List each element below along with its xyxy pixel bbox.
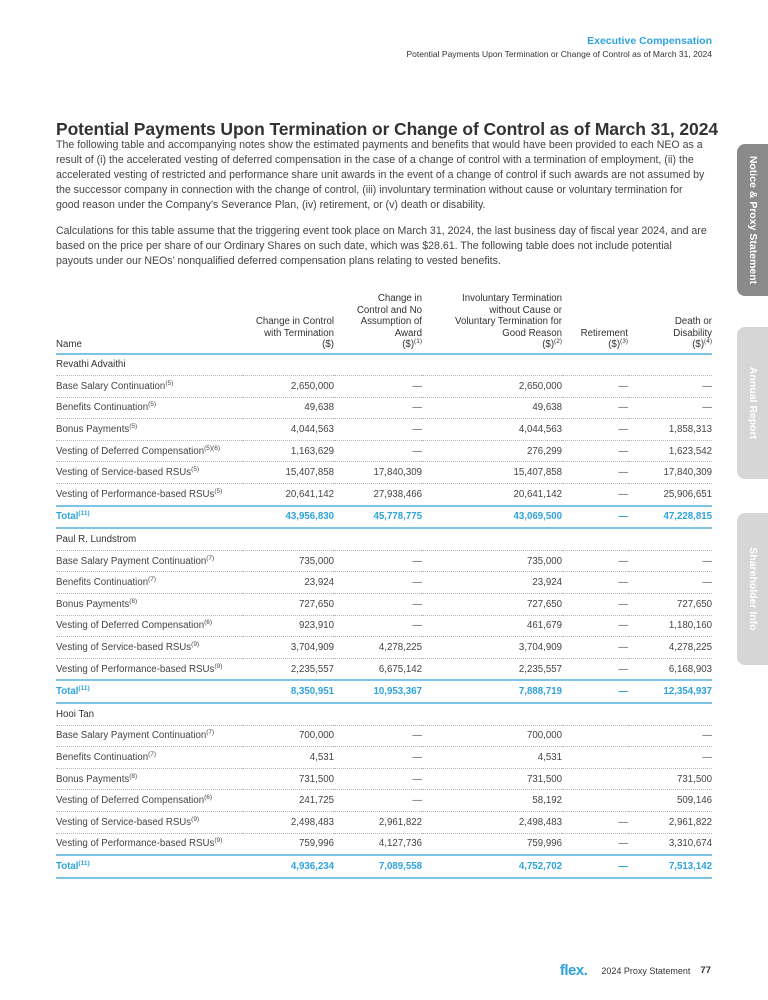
cell-death-or-disability: 7,513,142 <box>628 855 712 878</box>
row-label <box>56 811 242 833</box>
cell-change-in-control-with-termination: 4,044,563 <box>242 419 334 441</box>
header-involuntary-termination <box>422 293 562 354</box>
row-label-text: Vesting of Deferred Compensation <box>56 795 205 807</box>
person-name: Revathi Advaithi <box>56 354 712 376</box>
cell-change-in-control-no-assumption: 4,278,225 <box>334 637 422 659</box>
row-label-text: Vesting of Deferred Compensation <box>56 620 205 632</box>
cell-retirement: — <box>562 572 628 594</box>
cell-retirement: — <box>562 397 628 419</box>
footnote-ref: (5) <box>165 379 174 387</box>
cell-retirement: — <box>562 419 628 441</box>
header-text-line: Disability <box>673 327 712 339</box>
total-label <box>56 855 242 878</box>
footnote-ref: (6) <box>204 619 213 627</box>
header-name <box>56 293 242 354</box>
cell-change-in-control-with-termination: 4,936,234 <box>242 855 334 878</box>
cell-change-in-control-no-assumption: — <box>334 397 422 419</box>
cell-involuntary-termination: 15,407,858 <box>422 462 562 484</box>
table-row <box>56 419 712 441</box>
row-label-text: Base Salary Continuation <box>56 380 166 392</box>
total-row <box>56 506 712 529</box>
side-tab-label: Notice & Proxy Statement <box>747 155 759 285</box>
cell-involuntary-termination: 58,192 <box>422 790 562 812</box>
header-text-line: with Termination <box>264 327 334 339</box>
cell-retirement: — <box>562 484 628 506</box>
cell-change-in-control-no-assumption: 17,840,309 <box>334 462 422 484</box>
running-head-section: Executive Compensation <box>587 35 712 47</box>
cell-retirement: — <box>562 615 628 637</box>
cell-retirement: — <box>562 637 628 659</box>
cell-change-in-control-with-termination: 2,498,483 <box>242 811 334 833</box>
header-death-or-disability <box>628 293 712 354</box>
header-text-line: Control and No <box>356 304 422 316</box>
footnote-ref: (5)(6) <box>204 444 220 452</box>
header-text-line: ($) <box>402 339 415 350</box>
total-label <box>56 506 242 529</box>
header-text-line: Change in <box>377 293 422 304</box>
header-text-line: ($) <box>322 339 334 350</box>
cell-death-or-disability: 731,500 <box>628 768 712 790</box>
cell-retirement: — <box>562 680 628 703</box>
cell-retirement: — <box>562 811 628 833</box>
footnote-ref: (5) <box>129 422 138 430</box>
cell-retirement: — <box>562 440 628 462</box>
footnote-ref: (3) <box>620 337 628 345</box>
row-label-text: Base Salary Payment Continuation <box>56 555 207 567</box>
cell-change-in-control-with-termination: 1,163,629 <box>242 440 334 462</box>
cell-death-or-disability: 727,650 <box>628 594 712 616</box>
table-row <box>56 768 712 790</box>
header-text-line: ($) <box>692 339 705 350</box>
running-head-subsection: Potential Payments Upon Termination or Change of Control as of March 31, 2024 <box>406 49 712 59</box>
cell-death-or-disability: — <box>628 572 712 594</box>
cell-change-in-control-with-termination: 2,650,000 <box>242 376 334 398</box>
cell-retirement: — <box>562 594 628 616</box>
header-text-line: Name <box>56 339 82 350</box>
table-header-row <box>56 293 712 354</box>
cell-change-in-control-with-termination: 43,956,830 <box>242 506 334 529</box>
header-text-line: Assumption of <box>360 316 422 327</box>
cell-change-in-control-no-assumption: 4,127,736 <box>334 833 422 855</box>
cell-death-or-disability: 2,961,822 <box>628 811 712 833</box>
row-label <box>56 747 242 769</box>
header-text-line: Involuntary Termination <box>462 293 562 304</box>
table-row <box>56 594 712 616</box>
cell-involuntary-termination: 759,996 <box>422 833 562 855</box>
header-text-line: Death or <box>674 316 712 327</box>
cell-retirement: — <box>562 833 628 855</box>
row-label-text: Total <box>56 511 79 523</box>
cell-change-in-control-with-termination: 20,641,142 <box>242 484 334 506</box>
cell-retirement: — <box>562 376 628 398</box>
footnote-ref: (7) <box>206 554 215 562</box>
cell-death-or-disability: 1,858,313 <box>628 419 712 441</box>
row-label-text: Vesting of Service-based RSUs <box>56 816 192 828</box>
row-label <box>56 419 242 441</box>
row-label-text: Benefits Continuation <box>56 402 149 414</box>
cell-involuntary-termination: 7,888,719 <box>422 680 562 703</box>
cell-involuntary-termination: 43,069,500 <box>422 506 562 529</box>
page-footer <box>560 962 711 979</box>
row-label-text: Base Salary Payment Continuation <box>56 730 207 742</box>
footnote-ref: (4) <box>704 337 712 345</box>
cell-change-in-control-no-assumption: 7,089,558 <box>334 855 422 878</box>
header-text-line: ($) <box>608 339 621 350</box>
table-row <box>56 550 712 572</box>
person-name: Paul R. Lundstrom <box>56 528 712 550</box>
cell-death-or-disability: 12,354,937 <box>628 680 712 703</box>
row-label <box>56 637 242 659</box>
intro-paragraph: The following table and accompanying notes show the estimated payments and benefits that would have been provided to each NEO as a result of (i) the accelerated vesting of deferred compensation in the case of a change of control with a termination of employment, (ii) the accelerated vesting of restricted and performance share unit awards in the event of a change of control if such awards are not assumed by the successor company in connection with the change of control, (iii) involuntary termination without cause or voluntary termination for good reason under the Company’s Severance Plan, (iv) retirement, or (v) death or disability. <box>56 139 705 211</box>
cell-involuntary-termination: 2,498,483 <box>422 811 562 833</box>
cell-death-or-disability: — <box>628 376 712 398</box>
table-row <box>56 658 712 680</box>
header-text-line: Good Reason <box>502 327 562 339</box>
footnote-ref: (9) <box>191 640 200 648</box>
side-tab-label: Annual Report <box>747 366 759 440</box>
cell-retirement <box>562 747 628 769</box>
header-text-line: ($) <box>542 339 555 350</box>
cell-death-or-disability: 1,180,160 <box>628 615 712 637</box>
row-label <box>56 572 242 594</box>
person-name: Hooi Tan <box>56 703 712 725</box>
row-label <box>56 462 242 484</box>
cell-change-in-control-no-assumption: — <box>334 440 422 462</box>
cell-involuntary-termination: 4,531 <box>422 747 562 769</box>
footnote-ref: (9) <box>214 837 223 845</box>
table-row <box>56 462 712 484</box>
footnote-ref: (1) <box>414 337 422 345</box>
cell-involuntary-termination: 727,650 <box>422 594 562 616</box>
row-label <box>56 658 242 680</box>
header-change-in-control-no-assumption <box>334 293 422 354</box>
footnote-ref: (7) <box>148 576 157 583</box>
header-text-line: Retirement <box>580 327 628 339</box>
cell-death-or-disability: — <box>628 725 712 747</box>
footnote-ref: (5) <box>191 466 200 474</box>
table-row <box>56 811 712 833</box>
cell-change-in-control-with-termination: 727,650 <box>242 594 334 616</box>
header-retirement <box>562 293 628 354</box>
cell-change-in-control-with-termination: 731,500 <box>242 768 334 790</box>
table-row <box>56 484 712 506</box>
page-number: 77 <box>700 965 711 976</box>
termination-payments-table <box>56 293 712 879</box>
person-name-row <box>56 354 712 376</box>
running-head <box>406 34 712 61</box>
table-row <box>56 747 712 769</box>
cell-retirement <box>562 725 628 747</box>
cell-change-in-control-no-assumption: — <box>334 550 422 572</box>
table-body <box>56 354 712 878</box>
cell-involuntary-termination: 20,641,142 <box>422 484 562 506</box>
footnote-ref: (5) <box>148 401 157 409</box>
cell-involuntary-termination: 3,704,909 <box>422 637 562 659</box>
person-name-row <box>56 703 712 725</box>
cell-change-in-control-with-termination: 923,910 <box>242 615 334 637</box>
table-row <box>56 833 712 855</box>
cell-retirement: — <box>562 855 628 878</box>
side-tab-annual-report[interactable] <box>737 327 768 479</box>
cell-involuntary-termination: 735,000 <box>422 550 562 572</box>
cell-change-in-control-no-assumption: 45,778,775 <box>334 506 422 529</box>
row-label-text: Vesting of Performance-based RSUs <box>56 838 215 850</box>
footnote-ref: (9) <box>191 815 200 823</box>
cell-change-in-control-with-termination: 3,704,909 <box>242 637 334 659</box>
footnote-ref: (8) <box>129 597 138 605</box>
cell-involuntary-termination: 49,638 <box>422 397 562 419</box>
cell-retirement: — <box>562 550 628 572</box>
table-row <box>56 440 712 462</box>
cell-death-or-disability: 3,310,674 <box>628 833 712 855</box>
total-row <box>56 855 712 878</box>
cell-retirement: — <box>562 506 628 529</box>
row-label-text: Total <box>56 860 79 872</box>
cell-change-in-control-with-termination: 2,235,557 <box>242 658 334 680</box>
cell-involuntary-termination: 2,650,000 <box>422 376 562 398</box>
cell-change-in-control-with-termination: 49,638 <box>242 397 334 419</box>
cell-change-in-control-with-termination: 23,924 <box>242 572 334 594</box>
cell-death-or-disability: — <box>628 397 712 419</box>
header-text-line: without Cause or <box>489 304 562 316</box>
row-label <box>56 550 242 572</box>
assumptions-paragraph: Calculations for this table assume that the triggering event took place on March 31, 2024, the last business day of fiscal year 2024, and are based on the price per share of our Ordinary Shares on such date, which was $28.61. The following table does not include potential payouts under our NEOs’ nonqualified deferred compensation plans relating to vested benefits. <box>56 225 707 267</box>
row-label-text: Bonus Payments <box>56 424 130 436</box>
header-text-line: Change in Control <box>255 316 334 327</box>
row-label-text: Vesting of Service-based RSUs <box>56 467 192 479</box>
cell-death-or-disability: 4,278,225 <box>628 637 712 659</box>
cell-involuntary-termination: 2,235,557 <box>422 658 562 680</box>
cell-change-in-control-no-assumption: — <box>334 768 422 790</box>
cell-change-in-control-with-termination: 759,996 <box>242 833 334 855</box>
cell-involuntary-termination: 4,044,563 <box>422 419 562 441</box>
table-row <box>56 572 712 594</box>
row-label <box>56 440 242 462</box>
cell-death-or-disability: 17,840,309 <box>628 462 712 484</box>
cell-change-in-control-no-assumption: 6,675,142 <box>334 658 422 680</box>
cell-change-in-control-no-assumption: — <box>334 419 422 441</box>
cell-retirement <box>562 790 628 812</box>
flex-logo: flex. <box>559 962 588 979</box>
row-label-text: Total <box>56 686 79 698</box>
header-text-line: Award <box>394 327 422 339</box>
cell-change-in-control-no-assumption: — <box>334 572 422 594</box>
footnote-ref: (11) <box>78 684 90 692</box>
cell-involuntary-termination: 23,924 <box>422 572 562 594</box>
table-row <box>56 397 712 419</box>
row-label-text: Vesting of Deferred Compensation <box>56 445 205 457</box>
cell-change-in-control-no-assumption: 27,938,466 <box>334 484 422 506</box>
cell-change-in-control-no-assumption: 10,953,367 <box>334 680 422 703</box>
cell-change-in-control-no-assumption: — <box>334 790 422 812</box>
row-label-text: Benefits Continuation <box>56 577 149 589</box>
row-label <box>56 790 242 812</box>
cell-involuntary-termination: 4,752,702 <box>422 855 562 878</box>
footnote-ref: (7) <box>206 729 215 737</box>
row-label <box>56 615 242 637</box>
cell-death-or-disability: — <box>628 550 712 572</box>
row-label <box>56 484 242 506</box>
cell-involuntary-termination: 700,000 <box>422 725 562 747</box>
row-label <box>56 768 242 790</box>
row-label-text: Bonus Payments <box>56 598 130 610</box>
header-change-in-control-with-termination <box>242 293 334 354</box>
footnote-ref: (8) <box>129 772 138 780</box>
cell-change-in-control-with-termination: 241,725 <box>242 790 334 812</box>
footnote-ref: (11) <box>78 510 90 518</box>
cell-change-in-control-with-termination: 4,531 <box>242 747 334 769</box>
total-label <box>56 680 242 703</box>
footer-document-title: 2024 Proxy Statement <box>601 965 691 976</box>
table-row <box>56 376 712 398</box>
cell-change-in-control-no-assumption: — <box>334 376 422 398</box>
footnote-ref: (6) <box>204 793 213 801</box>
row-label-text: Vesting of Performance-based RSUs <box>56 663 215 675</box>
footnote-ref: (5) <box>214 487 223 495</box>
footnote-ref: (7) <box>148 750 157 758</box>
side-tab-label: Shareholder Info <box>747 547 759 631</box>
table-row <box>56 725 712 747</box>
footnote-ref: (11) <box>78 859 90 867</box>
row-label-text: Benefits Continuation <box>56 751 149 763</box>
row-label-text: Bonus Payments <box>56 773 130 785</box>
cell-change-in-control-no-assumption: — <box>334 725 422 747</box>
cell-change-in-control-no-assumption: — <box>334 615 422 637</box>
row-label <box>56 397 242 419</box>
cell-change-in-control-with-termination: 700,000 <box>242 725 334 747</box>
cell-death-or-disability: 47,228,815 <box>628 506 712 529</box>
table-row <box>56 637 712 659</box>
header-text-line: Voluntary Termination for <box>455 316 562 327</box>
row-label <box>56 833 242 855</box>
side-tab-shareholder-info[interactable] <box>737 513 768 665</box>
table-row <box>56 790 712 812</box>
cell-change-in-control-with-termination: 735,000 <box>242 550 334 572</box>
row-label-text: Vesting of Service-based RSUs <box>56 642 192 654</box>
side-tab-notice-proxy-statement[interactable] <box>737 144 768 296</box>
table-row <box>56 615 712 637</box>
row-label <box>56 594 242 616</box>
person-name-row <box>56 528 712 550</box>
row-label <box>56 725 242 747</box>
footnote-ref: (9) <box>214 662 223 670</box>
cell-change-in-control-no-assumption: — <box>334 747 422 769</box>
cell-retirement: — <box>562 658 628 680</box>
cell-change-in-control-with-termination: 15,407,858 <box>242 462 334 484</box>
cell-change-in-control-no-assumption: 2,961,822 <box>334 811 422 833</box>
page-title: Potential Payments Upon Termination or Change of Control as of March 31, 2024 <box>56 119 718 139</box>
cell-change-in-control-with-termination: 8,350,951 <box>242 680 334 703</box>
cell-death-or-disability: 1,623,542 <box>628 440 712 462</box>
cell-change-in-control-no-assumption: — <box>334 594 422 616</box>
row-label <box>56 376 242 398</box>
cell-death-or-disability: 6,168,903 <box>628 658 712 680</box>
cell-death-or-disability: 509,146 <box>628 790 712 812</box>
cell-involuntary-termination: 276,299 <box>422 440 562 462</box>
cell-death-or-disability: 25,906,651 <box>628 484 712 506</box>
footnote-ref: (2) <box>554 337 562 345</box>
cell-retirement <box>562 768 628 790</box>
cell-involuntary-termination: 461,679 <box>422 615 562 637</box>
cell-death-or-disability: — <box>628 747 712 769</box>
row-label-text: Vesting of Performance-based RSUs <box>56 488 215 500</box>
total-row <box>56 680 712 703</box>
cell-retirement: — <box>562 462 628 484</box>
cell-involuntary-termination: 731,500 <box>422 768 562 790</box>
